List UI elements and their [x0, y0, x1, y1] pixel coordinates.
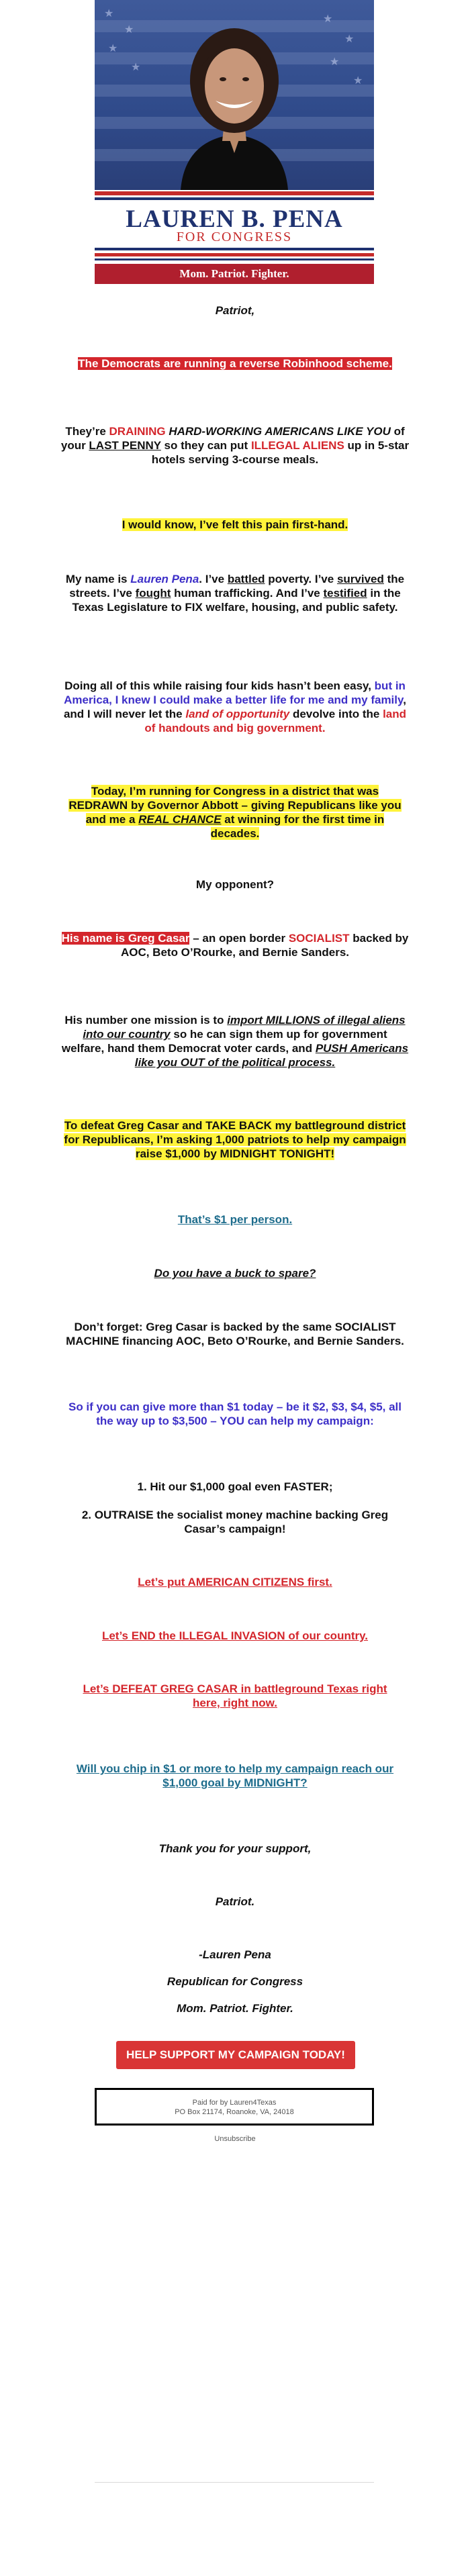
- text-span: LAST PENNY: [89, 439, 161, 452]
- hero-subtitle: FOR CONGRESS: [176, 230, 293, 244]
- raising-paragraph: [60, 679, 410, 735]
- text-span: up in 5-star hotels serving 3-course meals.: [151, 439, 410, 466]
- text-span: My name is: [65, 573, 131, 585]
- text-span: import MILLIONS of illegal aliens into our country: [83, 1014, 406, 1041]
- candidate-photo: ★ ★ ★ ★ ★ ★ ★ ★: [95, 0, 374, 190]
- robinhood-text: The Democrats are running a reverse Robinhood scheme.: [78, 357, 392, 370]
- robinhood-line: [60, 356, 410, 371]
- felt-pain-text: I would know, I’ve felt this pain first-hand.: [122, 518, 348, 531]
- hero-name: LAUREN B. PENA: [126, 205, 343, 233]
- text-span: at winning for the first time in decades.: [210, 813, 385, 840]
- list-item-2: 2. OUTRAISE the socialist money machine backing Greg Casar’s campaign!: [81, 1509, 389, 1535]
- text-span: land of handouts and big government.: [144, 708, 407, 734]
- running-highlight: [68, 785, 401, 840]
- thanks-line: Thank you for your support,: [158, 1842, 312, 1855]
- chip-in-link[interactable]: Will you chip in $1 or more to help my campaign reach our $1,000 goal by MIDNIGHT?: [76, 1762, 394, 1789]
- text-span: survived: [336, 573, 384, 585]
- buck-line: Do you have a buck to spare?: [154, 1267, 316, 1280]
- text-span: Lauren Pena: [130, 573, 199, 585]
- defeat-casar-link[interactable]: Let’s DEFEAT GREG CASAR in battleground Texas right here, right now.: [83, 1682, 387, 1709]
- text-span: Today, I’m running for Congress in a district that was REDRAWN by Governor Abbott – giving Republicans like you and me a: [68, 785, 402, 826]
- defeat-ask-paragraph: [60, 1118, 410, 1161]
- list-item-1: 1. Hit our $1,000 goal even FASTER;: [137, 1480, 333, 1493]
- text-span: human trafficking. And I’ve: [171, 587, 324, 600]
- address-text: PO Box 21174, Roanoke, VA, 24018: [175, 2108, 294, 2116]
- text-span: PUSH Americans like you OUT of the political process.: [134, 1042, 409, 1069]
- divider: [95, 2482, 374, 2483]
- text-span: His name is Greg Casar: [61, 932, 190, 945]
- give-more-paragraph: So if you can give more than $1 today – be it $2, $3, $4, $5, all the way up to $3,500 – YOU can help my campaign:: [68, 1400, 402, 1427]
- signoff-name: -Lauren Pena: [199, 1948, 271, 1961]
- text-span: They’re: [65, 425, 109, 438]
- text-span: devolve into the: [289, 708, 383, 720]
- text-span: His number one mission is to: [64, 1014, 228, 1027]
- per-person-line: [60, 1212, 410, 1227]
- text-span: of your: [60, 425, 405, 452]
- signoff-tagline: Mom. Patriot. Fighter.: [177, 2002, 293, 2015]
- unsubscribe-link[interactable]: Unsubscribe: [214, 2135, 256, 2143]
- text-span: in the Texas Legislature to FIX welfare, housing, and public safety.: [72, 587, 401, 614]
- support-campaign-button[interactable]: HELP SUPPORT MY CAMPAIGN TODAY!: [116, 2041, 355, 2069]
- hero-header: [95, 0, 374, 284]
- text-span: HARD-WORKING AMERICANS LIKE YOU: [165, 425, 391, 438]
- defeat-ask-text: To defeat Greg Casar and TAKE BACK my battleground district for Republicans, I’m asking 1,000 patriots to help my campaign raise $1,000 by MIDNIGHT TONIGHT!: [64, 1119, 406, 1160]
- text-span: – an open border: [189, 932, 289, 945]
- draining-paragraph: [60, 424, 410, 467]
- text-span: but in America, I knew I could make a better life for me and my family: [64, 679, 406, 706]
- paid-for-text: Paid for by Lauren4Texas: [192, 2099, 277, 2107]
- citizens-link[interactable]: Let’s put AMERICAN CITIZENS first.: [138, 1576, 332, 1588]
- hero-banner: [95, 190, 374, 264]
- citizens-line: [60, 1575, 410, 1589]
- casar-paragraph: [60, 931, 410, 959]
- text-span: , and I will never let the: [63, 694, 406, 720]
- text-span: DRAINING: [109, 425, 166, 438]
- signoff-role: Republican for Congress: [167, 1975, 303, 1988]
- text-span: Doing all of this while raising four kids hasn’t been easy,: [64, 679, 375, 692]
- text-span: SOCIALIST: [288, 932, 350, 945]
- invasion-link[interactable]: Let’s END the ILLEGAL INVASION of our country.: [101, 1629, 369, 1642]
- text-span: battled: [227, 573, 265, 585]
- running-paragraph: [60, 784, 410, 841]
- text-span: so they can put: [160, 439, 251, 452]
- text-span: fought: [135, 587, 171, 600]
- chip-in-line: [60, 1762, 410, 1790]
- mission-paragraph: [60, 1013, 410, 1069]
- defeat-line: [60, 1682, 410, 1710]
- text-span: ILLEGAL ALIENS: [250, 439, 344, 452]
- invasion-line: [60, 1629, 410, 1643]
- text-span: land of opportunity: [185, 708, 290, 720]
- text-span: REAL CHANCE: [138, 813, 222, 826]
- paid-for-box: [95, 2088, 374, 2126]
- text-span: the streets. I’ve: [69, 573, 405, 600]
- felt-pain-line: [60, 518, 410, 532]
- greeting: Patriot,: [215, 304, 255, 317]
- opponent-question: My opponent?: [195, 878, 275, 891]
- bio-paragraph: [60, 572, 410, 614]
- signoff-patriot: Patriot.: [215, 1895, 255, 1908]
- text-span: so he can sign them up for government welfare, hand them Democrat voter cards, and: [61, 1028, 387, 1055]
- text-span: testified: [323, 587, 367, 600]
- text-span: backed by AOC, Beto O’Rourke, and Bernie Sanders.: [120, 932, 409, 959]
- hero-tagline: Mom. Patriot. Fighter.: [95, 264, 374, 284]
- dont-forget-paragraph: Don’t forget: Greg Casar is backed by the same SOCIALIST MACHINE financing AOC, Beto O’Rourke, and Bernie Sanders.: [66, 1321, 404, 1347]
- per-person-link[interactable]: That’s $1 per person.: [177, 1213, 293, 1226]
- candidate-portrait: [154, 7, 315, 190]
- text-span: . I’ve: [199, 573, 228, 585]
- text-span: poverty. I’ve: [265, 573, 337, 585]
